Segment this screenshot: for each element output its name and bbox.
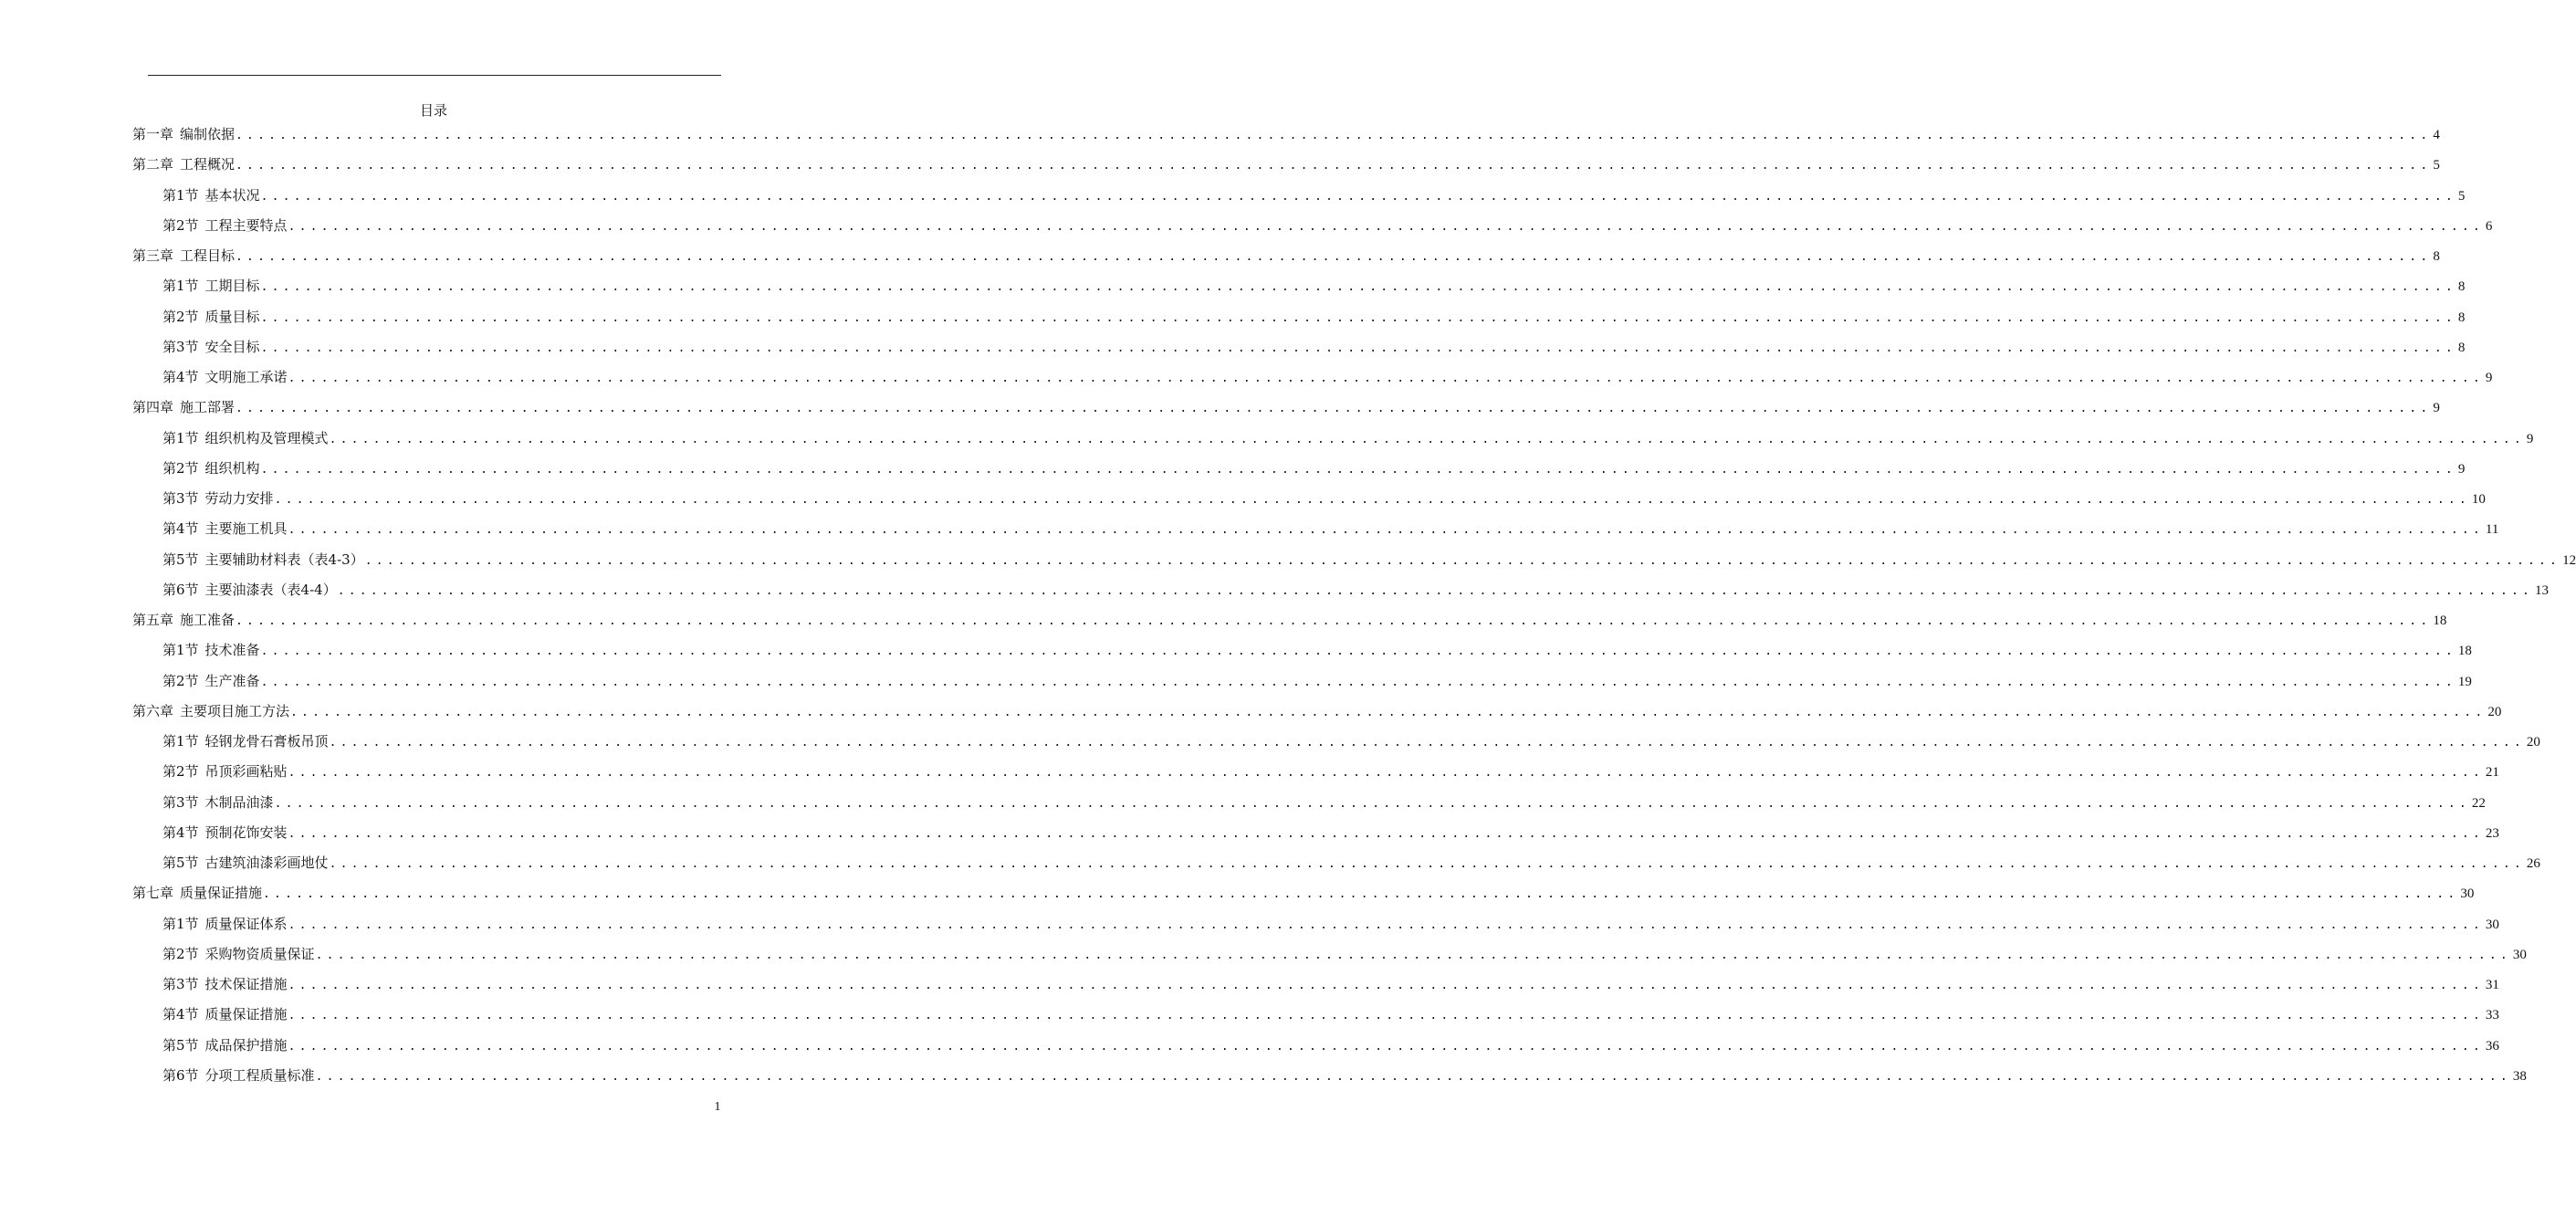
toc-dot-leader: ........................................................................................................................................................................................................ [288, 1009, 2484, 1023]
toc-entry-title: 基本状况 [204, 186, 260, 204]
toc-entry-label [132, 398, 235, 416]
toc-entry-title: 施工准备 [180, 612, 236, 628]
toc-entry-title: 主要项目施工方法 [180, 702, 290, 719]
toc-entry-label [162, 1005, 288, 1023]
header-rule [148, 75, 721, 76]
toc-entry-page: 33 [2485, 1008, 2499, 1023]
toc-entry-number: 第6节 [162, 581, 199, 598]
toc-dot-leader: ........................................................................................................................................................................................................ [260, 675, 2456, 689]
toc-entry-page: 4 [2433, 128, 2440, 142]
toc-entry-number: 第2节 [162, 945, 199, 962]
toc-dot-leader: ........................................................................................................................................................................................................ [260, 310, 2456, 325]
toc-entry-title: 成品保护措施 [204, 1036, 288, 1054]
toc-dot-leader: ........................................................................................................................................................................................................ [263, 887, 2459, 902]
toc-entry-label [162, 854, 329, 872]
toc-entry-page: 26 [2526, 856, 2540, 871]
toc-entry-title: 工期目标 [204, 278, 260, 295]
toc-section-entry[interactable] [132, 732, 2540, 762]
toc-dot-leader: ........................................................................................................................................................................................................ [290, 705, 2487, 719]
toc-entry-title: 组织机构 [204, 459, 260, 477]
toc-entry-label [132, 125, 235, 143]
toc-entry-label [162, 581, 337, 599]
toc-entry-label [162, 672, 260, 690]
toc-entry-page: 9 [2457, 461, 2466, 477]
table-of-contents [132, 125, 2576, 1096]
toc-entry-title: 施工部署 [180, 399, 236, 416]
toc-entry-label [132, 884, 262, 902]
toc-dot-leader: ........................................................................................................................................................................................................ [274, 493, 2470, 507]
toc-entry-title: 古建筑油漆彩画地仗 [204, 855, 329, 871]
toc-entry-number: 第4节 [162, 369, 199, 385]
toc-entry-label [162, 489, 274, 508]
toc-dot-leader: ........................................................................................................................................................................................................ [288, 1039, 2484, 1054]
toc-section-entry[interactable] [132, 945, 2527, 975]
toc-entry-title: 工程目标 [180, 247, 236, 264]
toc-entry-title: 技术准备 [204, 642, 260, 659]
toc-entry-page: 13 [2535, 582, 2550, 598]
toc-entry-title: 质量保证措施 [204, 1006, 288, 1023]
toc-entry-label [162, 793, 274, 812]
toc-dot-leader: ........................................................................................................................................................................................................ [288, 523, 2484, 538]
toc-section-entry[interactable] [132, 975, 2499, 1005]
toc-dot-leader: ........................................................................................................................................................................................................ [236, 402, 2432, 416]
toc-entry-page: 30 [2460, 886, 2475, 902]
toc-dot-leader: ........................................................................................................................................................................................................ [288, 219, 2484, 234]
toc-entry-number: 第5节 [162, 551, 199, 568]
toc-entry-title: 工程概况 [180, 156, 236, 173]
toc-section-entry[interactable] [132, 793, 2486, 823]
toc-dot-leader: ........................................................................................................................................................................................................ [260, 189, 2456, 204]
toc-dot-leader: ........................................................................................................................................................................................................ [288, 918, 2484, 932]
toc-entry-number: 第2节 [162, 216, 199, 234]
toc-entry-page: 20 [2526, 735, 2540, 750]
toc-entry-page: 10 [2471, 492, 2486, 507]
toc-title: 目录 [419, 102, 447, 119]
toc-entry-label [162, 762, 288, 781]
toc-entry-title: 组织机构及管理模式 [204, 429, 329, 446]
toc-entry-title: 质量目标 [204, 308, 260, 325]
toc-entry-label [132, 246, 235, 265]
toc-dot-leader: ........................................................................................................................................................................................................ [329, 432, 2525, 446]
toc-section-entry[interactable] [132, 1066, 2527, 1096]
toc-entry-number: 第2节 [162, 308, 199, 325]
toc-dot-leader: ........................................................................................................................................................................................................ [329, 857, 2525, 871]
toc-entry-title: 质量保证措施 [180, 885, 263, 902]
toc-dot-leader: ........................................................................................................................................................................................................ [329, 736, 2525, 750]
toc-section-entry[interactable] [132, 672, 2472, 702]
toc-entry-page: 19 [2457, 674, 2472, 689]
toc-entry-number: 第3节 [162, 338, 199, 355]
toc-entry-page: 18 [2457, 644, 2472, 659]
toc-entry-label [162, 551, 364, 569]
toc-entry-page: 9 [2433, 401, 2440, 416]
toc-section-entry[interactable] [132, 489, 2486, 519]
toc-dot-leader: ........................................................................................................................................................................................................ [260, 341, 2456, 355]
toc-entry-page: 8 [2433, 249, 2440, 264]
toc-entry-page: 38 [2512, 1068, 2527, 1084]
toc-dot-leader: ........................................................................................................................................................................................................ [236, 129, 2432, 142]
toc-entry-title: 编制依据 [180, 126, 236, 142]
toc-entry-number: 第1节 [162, 186, 199, 204]
toc-entry-title: 文明施工承诺 [204, 369, 288, 385]
toc-entry-page: 9 [2485, 371, 2493, 385]
toc-section-entry[interactable] [132, 186, 2466, 216]
toc-entry-label [162, 368, 288, 386]
toc-entry-label [162, 459, 260, 477]
toc-entry-title: 安全目标 [204, 338, 260, 355]
toc-entry-number: 第一章 [132, 126, 174, 142]
toc-entry-label [162, 732, 329, 750]
toc-entry-title: 技术保证措施 [204, 976, 288, 992]
toc-entry-page: 5 [2433, 158, 2440, 173]
toc-chapter-entry[interactable] [132, 884, 2475, 914]
toc-entry-label [132, 702, 289, 720]
toc-entry-number: 第4节 [162, 1006, 199, 1023]
toc-dot-leader: ........................................................................................................................................................................................................ [236, 159, 2432, 173]
toc-chapter-entry[interactable] [132, 125, 2440, 155]
toc-entry-number: 第4节 [162, 823, 199, 841]
toc-entry-label [162, 1036, 288, 1054]
toc-entry-number: 第3节 [162, 490, 199, 507]
toc-entry-page: 31 [2485, 978, 2499, 992]
toc-entry-page: 30 [2485, 917, 2499, 932]
toc-entry-page: 22 [2471, 795, 2486, 811]
toc-section-entry[interactable] [132, 216, 2493, 246]
toc-entry-number: 第六章 [132, 702, 174, 719]
toc-entry-number: 第二章 [132, 156, 174, 173]
toc-dot-leader: ........................................................................................................................................................................................................ [260, 280, 2456, 295]
toc-section-entry[interactable] [132, 823, 2499, 854]
toc-entry-title: 轻钢龙骨石膏板吊顶 [204, 733, 329, 750]
toc-entry-label [162, 641, 260, 659]
toc-dot-leader: ........................................................................................................................................................................................................ [315, 948, 2511, 962]
toc-entry-label [162, 186, 260, 204]
toc-dot-leader: ........................................................................................................................................................................................................ [274, 796, 2470, 811]
toc-section-entry[interactable] [132, 519, 2499, 550]
toc-entry-title: 主要辅助材料表（表4-3） [204, 551, 364, 568]
toc-entry-page: 9 [2526, 431, 2534, 446]
toc-dot-leader: ........................................................................................................................................................................................................ [236, 250, 2432, 264]
toc-entry-number: 第四章 [132, 399, 174, 416]
toc-section-entry[interactable] [132, 368, 2493, 398]
toc-entry-page: 8 [2457, 309, 2466, 325]
toc-entry-page: 8 [2457, 279, 2466, 295]
toc-entry-title: 分项工程质量标准 [204, 1066, 315, 1084]
toc-section-entry[interactable] [132, 641, 2472, 671]
toc-entry-number: 第4节 [162, 520, 199, 538]
toc-section-entry[interactable] [132, 915, 2499, 945]
toc-entry-label [132, 155, 235, 173]
toc-dot-leader: ........................................................................................................................................................................................................ [260, 645, 2456, 659]
toc-entry-title: 采购物资质量保证 [204, 945, 315, 962]
toc-entry-label [162, 975, 288, 993]
toc-entry-label [162, 823, 288, 842]
toc-entry-number: 第五章 [132, 612, 174, 628]
toc-entry-label [162, 216, 288, 235]
toc-entry-page: 36 [2485, 1038, 2499, 1054]
toc-entry-title: 生产准备 [204, 672, 260, 689]
toc-dot-leader: ........................................................................................................................................................................................................ [236, 614, 2432, 628]
toc-section-entry[interactable] [132, 762, 2499, 792]
toc-entry-title: 主要油漆表（表4-4） [204, 581, 337, 598]
toc-dot-leader: ........................................................................................................................................................................................................ [337, 583, 2534, 598]
toc-entry-label [162, 338, 260, 356]
toc-section-entry[interactable] [132, 854, 2540, 884]
toc-entry-number: 第七章 [132, 885, 174, 902]
toc-entry-number: 第1节 [162, 429, 199, 446]
toc-entry-number: 第2节 [162, 672, 199, 689]
toc-entry-page: 18 [2433, 614, 2447, 628]
toc-dot-leader: ........................................................................................................................................................................................................ [288, 826, 2484, 841]
toc-entry-number: 第3节 [162, 976, 199, 992]
page-number: 1 [714, 1100, 721, 1114]
toc-entry-title: 劳动力安排 [204, 490, 274, 507]
toc-entry-page: 21 [2485, 765, 2499, 781]
toc-section-entry[interactable] [132, 308, 2466, 338]
toc-entry-title: 主要施工机具 [204, 520, 288, 538]
toc-entry-label [162, 915, 288, 933]
toc-entry-label [132, 611, 235, 629]
toc-section-entry[interactable] [132, 429, 2534, 459]
toc-dot-leader: ........................................................................................................................................................................................................ [315, 1069, 2511, 1084]
toc-entry-number: 第1节 [162, 733, 199, 750]
toc-section-entry[interactable] [132, 1005, 2499, 1035]
toc-entry-label [162, 429, 329, 447]
toc-section-entry[interactable] [132, 551, 2576, 581]
toc-entry-page: 23 [2485, 825, 2499, 841]
toc-chapter-entry[interactable] [132, 246, 2440, 277]
toc-dot-leader: ........................................................................................................................................................................................................ [288, 979, 2484, 992]
toc-entry-label [162, 277, 260, 295]
toc-entry-label [162, 519, 288, 538]
toc-entry-title: 木制品油漆 [204, 793, 274, 811]
toc-entry-page: 30 [2512, 947, 2527, 962]
toc-section-entry[interactable] [132, 1036, 2499, 1066]
toc-section-entry[interactable] [132, 277, 2466, 307]
toc-entry-page: 12 [2562, 552, 2576, 568]
toc-chapter-entry[interactable] [132, 398, 2440, 428]
toc-entry-number: 第三章 [132, 247, 174, 264]
toc-chapter-entry[interactable] [132, 702, 2502, 732]
toc-entry-number: 第5节 [162, 855, 199, 871]
toc-entry-title: 工程主要特点 [204, 216, 288, 234]
toc-entry-page: 8 [2457, 340, 2466, 355]
toc-entry-number: 第1节 [162, 278, 199, 295]
toc-section-entry[interactable] [132, 459, 2466, 489]
toc-entry-title: 吊顶彩画粘贴 [204, 763, 288, 781]
toc-entry-number: 第5节 [162, 1036, 199, 1054]
toc-section-entry[interactable] [132, 581, 2550, 611]
toc-entry-number: 第2节 [162, 459, 199, 477]
toc-chapter-entry[interactable] [132, 611, 2447, 641]
toc-entry-number: 第2节 [162, 763, 199, 781]
toc-entry-title: 预制花饰安装 [204, 823, 288, 841]
toc-dot-leader: ........................................................................................................................................................................................................ [260, 462, 2456, 477]
toc-chapter-entry[interactable] [132, 155, 2440, 185]
toc-dot-leader: ........................................................................................................................................................................................................ [288, 372, 2484, 385]
toc-dot-leader: ........................................................................................................................................................................................................ [364, 553, 2561, 568]
toc-entry-page: 11 [2485, 522, 2499, 538]
toc-entry-page: 20 [2487, 704, 2502, 719]
toc-section-entry[interactable] [132, 338, 2466, 368]
toc-entry-label [162, 1066, 315, 1085]
toc-entry-number: 第3节 [162, 793, 199, 811]
toc-entry-number: 第1节 [162, 642, 199, 659]
toc-entry-title: 质量保证体系 [204, 915, 288, 932]
toc-entry-number: 第1节 [162, 915, 199, 932]
toc-dot-leader: ........................................................................................................................................................................................................ [288, 766, 2484, 781]
toc-entry-label [162, 945, 315, 963]
toc-entry-label [162, 308, 260, 326]
toc-entry-number: 第6节 [162, 1066, 199, 1084]
toc-entry-page: 5 [2457, 188, 2466, 204]
toc-entry-page: 6 [2485, 218, 2493, 234]
